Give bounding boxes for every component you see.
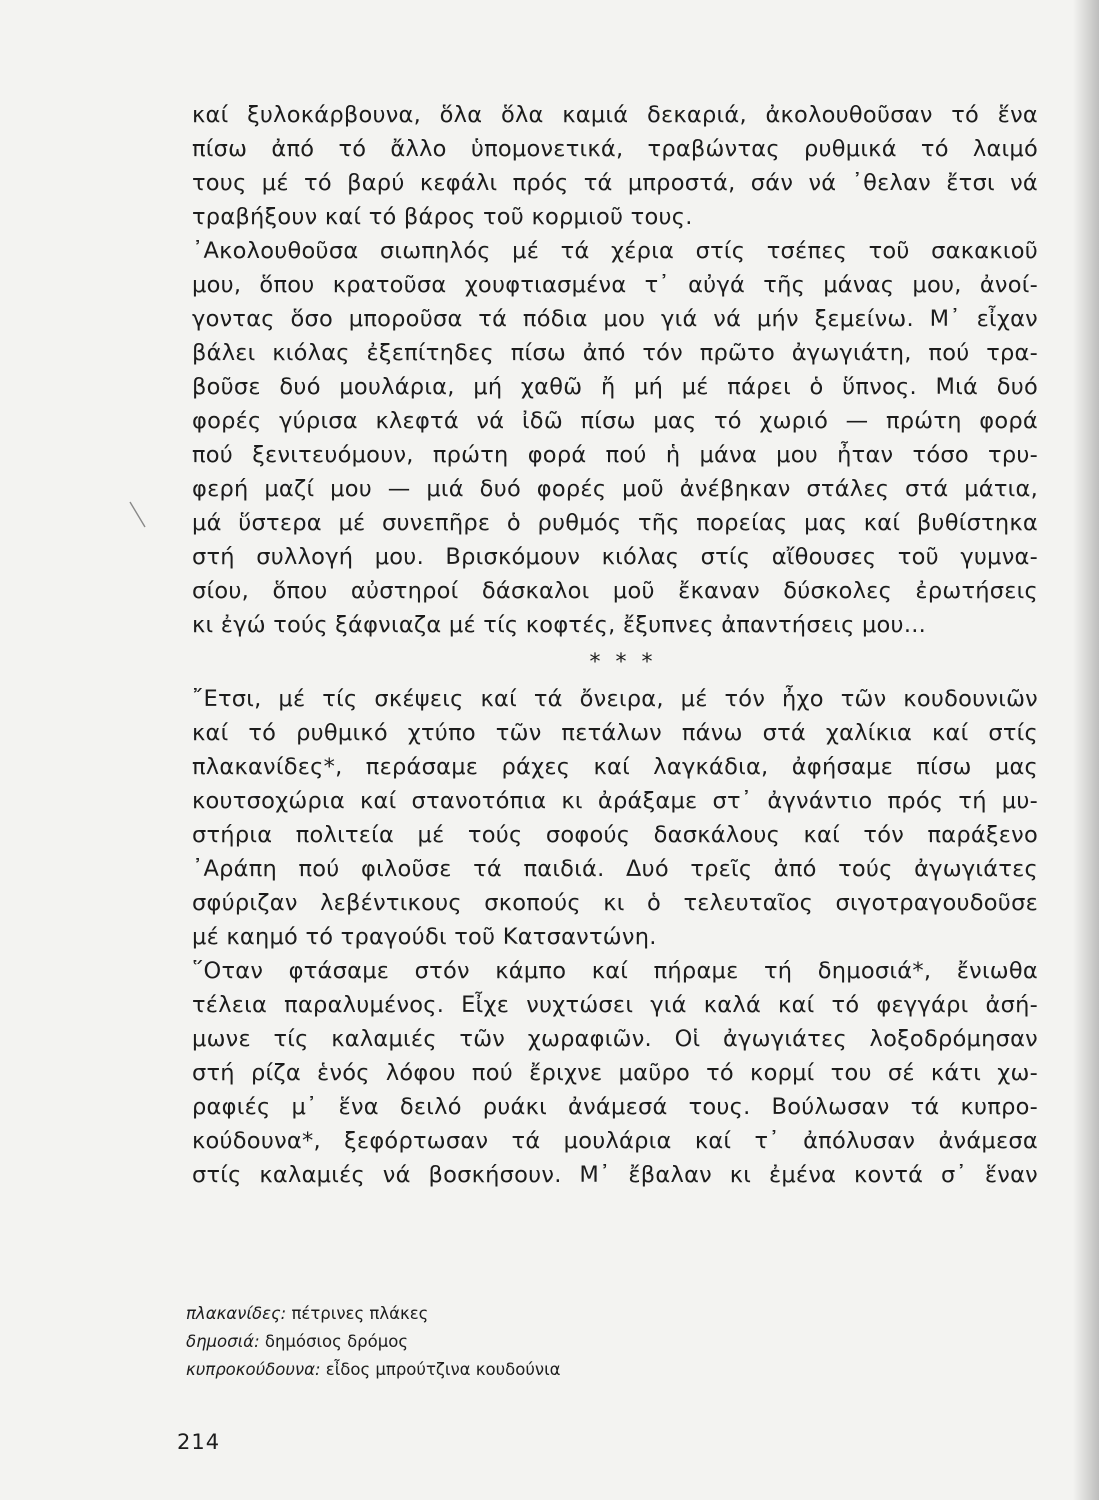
body-text <box>192 98 1038 1192</box>
footnote <box>186 1300 561 1328</box>
text-line: στήρια πολιτεία μέ τούς σοφούς δασκάλους καί τόν παράξενο <box>192 822 1038 848</box>
footnote-definition: δημόσιος δρόμος <box>264 1332 409 1351</box>
page-edge-shadow <box>1073 0 1099 1500</box>
footnote-term: πλακανίδες: <box>186 1304 287 1323</box>
text-line: ῎Ετσι, μέ τίς σκέψεις καί τά ὄνειρα, μέ τόν ἦχο τῶν κουδουνιῶν <box>192 686 1038 712</box>
text-line: τους μέ τό βαρύ κεφάλι πρός τά μπροστά, σάν νά ᾿θελαν ἔτσι νά <box>192 170 1038 196</box>
text-line: πλακανίδες*, περάσαμε ράχες καί λαγκάδια, ἀφήσαμε πίσω μας <box>192 754 1038 780</box>
footnote-term: δημοσιά: <box>186 1332 260 1351</box>
text-line: ραφιές μ᾿ ἕνα δειλό ρυάκι ἀνάμεσά τους. Βούλωσαν τά κυπρο- <box>192 1094 1038 1120</box>
text-line: τέλεια παραλυμένος. Εἶχε νυχτώσει γιά καλά καί τό φεγγάρι ἀσή- <box>192 992 1038 1018</box>
text-line: φορές γύρισα κλεφτά νά ἰδῶ πίσω μας τό χωριό — πρώτη φορά <box>192 408 1038 434</box>
text-line: στή συλλογή μου. Βρισκόμουν κιόλας στίς αἴθουσες τοῦ γυμνα- <box>192 544 1038 570</box>
footnote <box>186 1328 561 1356</box>
text-line: μου, ὅπου κρατοῦσα χουφτιασμένα τ᾿ αὐγά τῆς μάνας μου, ἀνοί- <box>192 272 1038 298</box>
text-line: καί τό ρυθμικό χτύπο τῶν πετάλων πάνω στά χαλίκια καί στίς <box>192 720 1038 746</box>
text-line: τραβήξουν καί τό βάρος τοῦ κορμιοῦ τους. <box>192 204 693 230</box>
text-line: κι ἐγώ τούς ξάφνιαζα μέ τίς κοφτές, ἔξυπνες ἀπαντήσεις μου... <box>192 612 927 638</box>
text-line: σφύριζαν λεβέντικους σκοπούς κι ὁ τελευταῖος σιγοτραγουδοῦσε <box>192 890 1038 916</box>
margin-pencil-mark <box>128 500 148 530</box>
page-number: 214 <box>177 1430 221 1454</box>
text-line: κούδουνα*, ξεφόρτωσαν τά μουλάρια καί τ᾿ ἀπόλυσαν ἀνάμεσα <box>192 1128 1038 1154</box>
text-line: βάλει κιόλας ἐξεπίτηδες πίσω ἀπό τόν πρῶτο ἀγωγιάτη, πού τρα- <box>192 340 1038 366</box>
text-line: πού ξενιτευόμουν, πρώτη φορά πού ἡ μάνα μου ἦταν τόσο τρυ- <box>192 442 1038 468</box>
text-line: μωνε τίς καλαμιές τῶν χωραφιῶν. Οἱ ἀγωγιάτες λοξοδρόμησαν <box>192 1026 1038 1052</box>
footnote-definition: εἶδος μπρούτζινα κουδούνια <box>325 1360 561 1379</box>
footnotes <box>186 1300 561 1384</box>
paragraph-1 <box>192 98 1038 234</box>
footnote-term: κυπροκούδουνα: <box>186 1360 321 1379</box>
text-line: ᾿Ακολουθοῦσα σιωπηλός μέ τά χέρια στίς τσέπες τοῦ σακακιοῦ <box>192 238 1038 264</box>
section-separator: * * * <box>589 650 657 675</box>
text-line: φερή μαζί μου — μιά δυό φορές μοῦ ἀνέβηκαν στάλες στά μάτια, <box>192 476 1038 502</box>
text-line: μέ καημό τό τραγούδι τοῦ Κατσαντώνη. <box>192 924 657 950</box>
paragraph-3 <box>192 682 1038 954</box>
text-line: μά ὕστερα μέ συνεπῆρε ὁ ρυθμός τῆς πορείας μας καί βυθίστηκα <box>192 510 1038 536</box>
footnote <box>186 1356 561 1384</box>
text-line: ᾿Αράπη πού φιλοῦσε τά παιδιά. Δυό τρεῖς ἀπό τούς ἀγωγιάτες <box>192 856 1038 882</box>
text-line: βοῦσε δυό μουλάρια, μή χαθῶ ἤ μή μέ πάρει ὁ ὕπνος. Μιά δυό <box>192 374 1038 400</box>
paragraph-4 <box>192 954 1038 1192</box>
text-line: πίσω ἀπό τό ἄλλο ὑπομονετικά, τραβώντας ρυθμικά τό λαιμό <box>192 136 1038 162</box>
text-line: ῞Οταν φτάσαμε στόν κάμπο καί πήραμε τή δημοσιά*, ἔνιωθα <box>192 958 1038 984</box>
text-line: στίς καλαμιές νά βοσκήσουν. Μ᾿ ἔβαλαν κι ἐμένα κοντά σ᾿ ἕναν <box>192 1162 1038 1188</box>
footnote-definition: πέτρινες πλάκες <box>291 1304 429 1323</box>
text-line: σίου, ὅπου αὐστηροί δάσκαλοι μοῦ ἔκαναν δύσκολες ἐρωτήσεις <box>192 578 1038 604</box>
text-line: στή ρίζα ἑνός λόφου πού ἔριχνε μαῦρο τό κορμί του σέ κάτι χω- <box>192 1060 1038 1086</box>
text-line: κουτσοχώρια καί στανοτόπια κι ἀράξαμε στ᾿ ἀγνάντιο πρός τή μυ- <box>192 788 1038 814</box>
paragraph-2 <box>192 234 1038 642</box>
text-line: καί ξυλοκάρβουνα, ὅλα ὅλα καμιά δεκαριά, ἀκολουθοῦσαν τό ἕνα <box>192 102 1038 128</box>
text-line: γοντας ὅσο μποροῦσα τά πόδια μου γιά νά μήν ξεμείνω. Μ᾿ εἶχαν <box>192 306 1038 332</box>
